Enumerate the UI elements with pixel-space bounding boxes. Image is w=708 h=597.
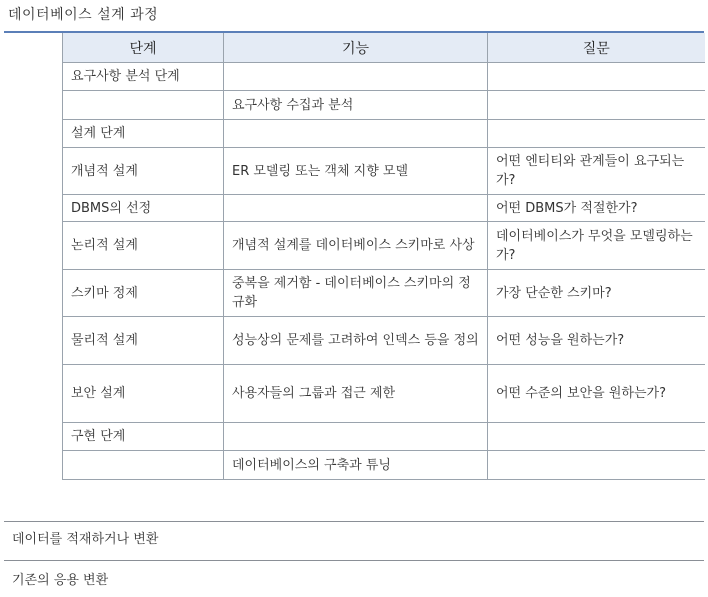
stage-cell: 스키마 정제 bbox=[63, 270, 224, 317]
table-row bbox=[63, 195, 705, 222]
question-cell bbox=[488, 63, 705, 91]
page-title: 데이터베이스 설계 과정 bbox=[8, 7, 159, 23]
table-row bbox=[63, 148, 705, 195]
question-cell: 어떤 수준의 보안을 원하는가? bbox=[488, 365, 705, 423]
table-row bbox=[63, 317, 705, 365]
stage-cell bbox=[63, 451, 224, 480]
table-row bbox=[63, 222, 705, 270]
stage-cell: 개념적 설계 bbox=[63, 148, 224, 195]
function-cell bbox=[224, 63, 488, 91]
function-cell: 요구사항 수집과 분석 bbox=[224, 91, 488, 120]
stage-cell bbox=[63, 91, 224, 120]
question-cell: 어떤 성능을 원하는가? bbox=[488, 317, 705, 365]
question-cell bbox=[488, 451, 705, 480]
stage-cell: 요구사항 분석 단계 bbox=[63, 63, 224, 91]
function-cell: 성능상의 문제를 고려하여 인덱스 등을 정의 bbox=[224, 317, 488, 365]
question-cell: 어떤 엔티티와 관계들이 요구되는가? bbox=[488, 148, 705, 195]
question-cell: 가장 단순한 스키마? bbox=[488, 270, 705, 317]
function-cell: 데이터베이스의 구축과 튜닝 bbox=[224, 451, 488, 480]
table-row bbox=[63, 423, 705, 451]
function-cell: ER 모델링 또는 객체 지향 모델 bbox=[224, 148, 488, 195]
question-cell: 데이터베이스가 무엇을 모델링하는가? bbox=[488, 222, 705, 270]
function-cell: 개념적 설계를 데이터베이스 스키마로 사상 bbox=[224, 222, 488, 270]
header-stage: 단계 bbox=[63, 33, 224, 63]
function-cell: 사용자들의 그룹과 접근 제한 bbox=[224, 365, 488, 423]
stage-cell: 보안 설계 bbox=[63, 365, 224, 423]
table-row bbox=[63, 270, 705, 317]
stage-cell: 논리적 설계 bbox=[63, 222, 224, 270]
header-function: 기능 bbox=[224, 33, 488, 63]
footer-row-label: 데이터를 적재하거나 변환 bbox=[12, 532, 159, 547]
question-cell bbox=[488, 423, 705, 451]
table-row bbox=[63, 120, 705, 148]
table-row bbox=[63, 451, 705, 480]
stage-cell: 물리적 설계 bbox=[63, 317, 224, 365]
table-bottom-divider bbox=[4, 521, 704, 522]
function-cell bbox=[224, 195, 488, 222]
stage-cell: 설계 단계 bbox=[63, 120, 224, 148]
footer-divider bbox=[4, 560, 704, 561]
function-cell: 중복을 제거함 - 데이터베이스 스키마의 정규화 bbox=[224, 270, 488, 317]
question-cell bbox=[488, 91, 705, 120]
question-cell: 어떤 DBMS가 적절한가? bbox=[488, 195, 705, 222]
question-cell bbox=[488, 120, 705, 148]
function-cell bbox=[224, 120, 488, 148]
table-header-row bbox=[63, 33, 705, 63]
header-question: 질문 bbox=[488, 33, 705, 63]
function-cell bbox=[224, 423, 488, 451]
table-row bbox=[63, 365, 705, 423]
stage-cell: 구현 단계 bbox=[63, 423, 224, 451]
footer-row-label: 기존의 응용 변환 bbox=[12, 573, 109, 588]
table-row bbox=[63, 91, 705, 120]
table-row bbox=[63, 63, 705, 91]
stage-cell: DBMS의 선정 bbox=[63, 195, 224, 222]
design-process-table bbox=[62, 33, 705, 480]
